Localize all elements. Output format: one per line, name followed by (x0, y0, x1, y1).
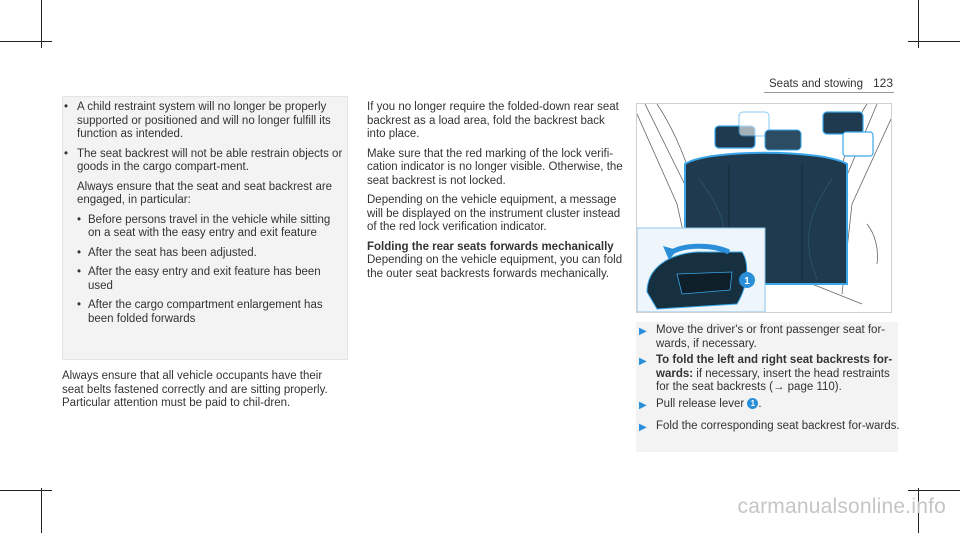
section-heading: Folding the rear seats forwards mechanically (367, 240, 614, 253)
callout-1-icon: 1 (747, 398, 758, 409)
center-headrest (765, 130, 801, 150)
occupant-paragraph: Always ensure that all vehicle occupants have their seat belts fastened correctly and are sitting properly. Particular attention must be paid to chil-dren. (62, 370, 328, 409)
watermark: carmanualsonline.info (737, 495, 946, 518)
step-arrow-icon: ▶ (639, 422, 647, 433)
step-1: ▶ Move the driver's or front passenger seat for-wards, if necessary. (639, 324, 886, 350)
list-item: • After the easy entry and exit feature has been used (77, 266, 321, 292)
crop-mark (0, 41, 52, 42)
note-intro: Always ensure that the seat and seat backrest are engaged, in particular: (77, 180, 333, 206)
section-title: Seats and stowing (769, 78, 863, 90)
running-header (769, 76, 893, 90)
crop-mark (0, 490, 52, 491)
step-4: ▶ Fold the corresponding seat backrest for-wards. (639, 420, 900, 433)
seat-drawing (637, 104, 891, 312)
list-item: • The seat backrest will not be able restrain objects or goods in the cargo compart-ment. (64, 147, 343, 173)
step-arrow-icon: ▶ (639, 356, 647, 367)
step-arrow-icon: ▶ (639, 326, 647, 337)
paragraph: Depending on the vehicle equipment, a message will be displayed on the instrument cluster instead of the red lock verification indicator. (367, 194, 621, 233)
paragraph: Depending on the vehicle equipment, you can fold the outer seat backrests forwards mechanically. (367, 254, 623, 280)
step-3: ▶ Pull release lever 1 . (639, 398, 762, 411)
paragraph: Make sure that the red marking of the lock verifi-cation indicator is no longer visible. Otherwise, the seat backrest is not locked. (367, 147, 623, 187)
list-item: • After the seat has been adjusted. (77, 246, 257, 259)
step-arrow-icon: ▶ (639, 400, 647, 411)
paragraph: If you no longer require the folded-down rear seat backrest as a load area, fold the backrest back into place. (367, 101, 619, 140)
header-rule (764, 92, 894, 93)
callout-number: 1 (744, 276, 750, 287)
crop-mark (908, 490, 960, 491)
list-item: • After the cargo compartment enlargement has been folded forwards (77, 299, 323, 325)
crop-mark (41, 488, 42, 533)
list-item: • Before persons travel in the vehicle while sitting on a seat with the easy entry and exit feature (77, 213, 331, 239)
right-headrest (823, 112, 863, 134)
middle-column (367, 101, 625, 287)
list-item: • A child restraint system will no longer be properly supported or positioned and will no longer fulfill its function as intended. (64, 101, 331, 140)
step-2: ▶ To fold the left and right seat backrests for-wards: if necessary, insert the head restraints for the seat backrests (→ page 110). (639, 354, 893, 393)
note-content (64, 101, 344, 332)
page-number: 123 (872, 76, 894, 90)
crop-mark (908, 41, 960, 42)
rear-seat-illustration (636, 103, 892, 313)
